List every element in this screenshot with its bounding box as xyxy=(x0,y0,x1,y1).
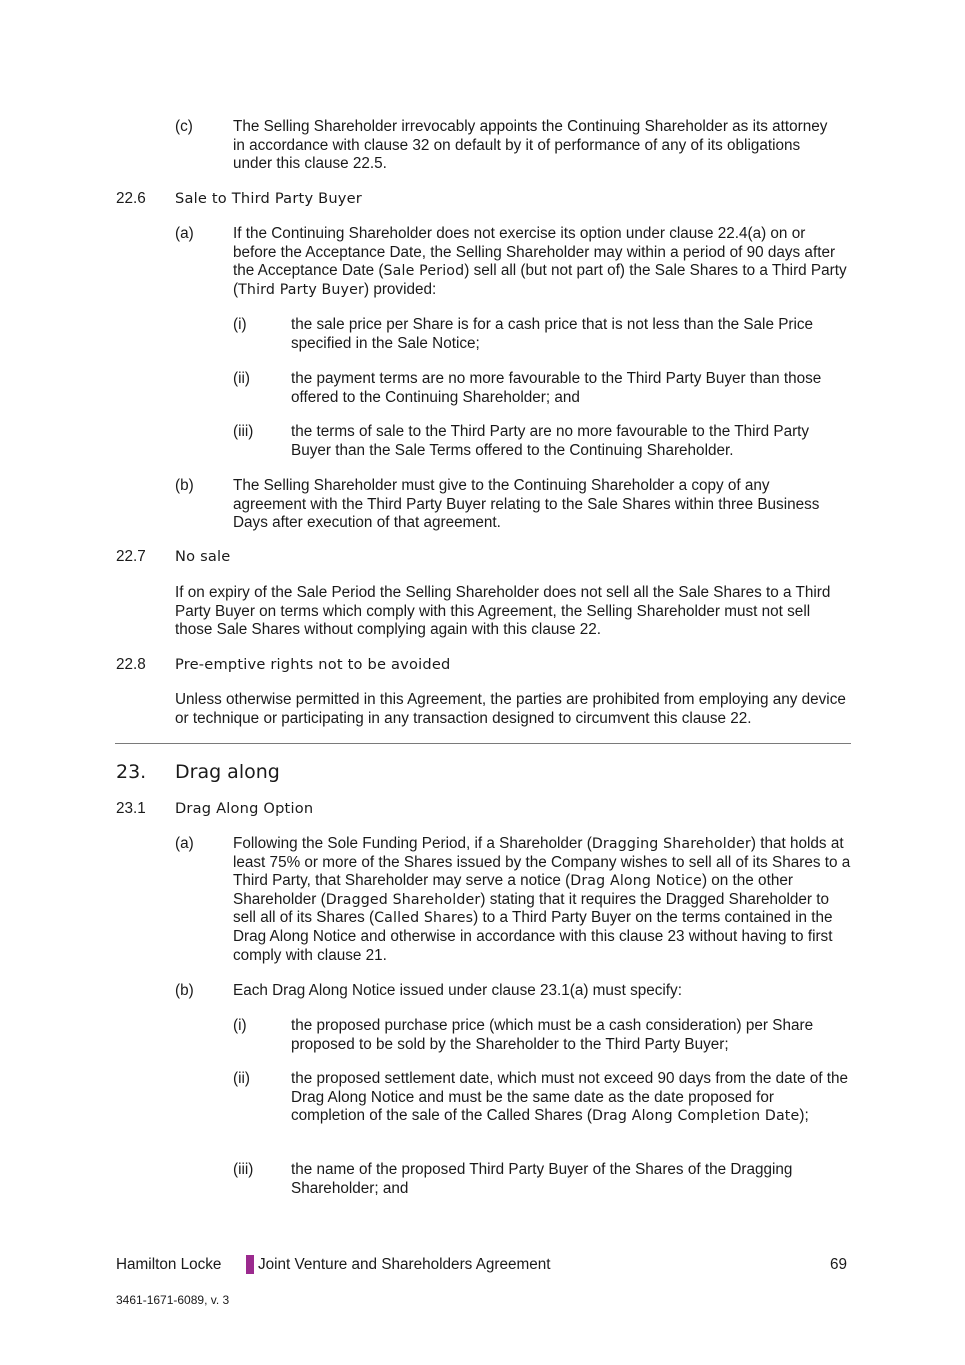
list-label: (b) xyxy=(175,982,194,999)
clause-number-22-6: 22.6 xyxy=(116,190,146,207)
defined-term: Sale Period xyxy=(383,263,465,280)
defined-term: Third Party Buyer xyxy=(238,281,364,298)
document-id: 3461-1671-6089, v. 3 xyxy=(116,1293,230,1307)
footer-document-title: Joint Venture and Shareholders Agreement xyxy=(258,1256,551,1273)
clause-number-22-7: 22.7 xyxy=(116,548,146,565)
list-label: (a) xyxy=(175,835,194,852)
paragraph-23-1-b-ii: the proposed settlement date, which must not exceed 90 days from the date of the Drag Along Notice and must be the same date as the date proposed for completion of the sale of the Called Shares (Drag Along Completion Date); xyxy=(291,1070,848,1125)
clause-heading-22-6: Sale to Third Party Buyer xyxy=(175,190,362,207)
paragraph-22-8: Unless otherwise permitted in this Agreement, the parties are prohibited from employing any device or technique or participating in any transaction designed to circumvent this clause 22. xyxy=(175,691,846,727)
paragraph-23-1-b: Each Drag Along Notice issued under clause 23.1(a) must specify: xyxy=(233,982,682,999)
list-label: (i) xyxy=(233,316,247,333)
clause-heading-22-8: Pre-emptive rights not to be avoided xyxy=(175,656,451,673)
defined-term: Drag Along Completion Date xyxy=(592,1108,800,1125)
list-label: (b) xyxy=(175,477,194,494)
list-label: (iii) xyxy=(233,423,254,440)
clause-heading-23-1: Drag Along Option xyxy=(175,800,314,817)
defined-term: Drag Along Notice xyxy=(570,873,702,890)
clause-heading-23: Drag along xyxy=(175,761,280,783)
list-label: (ii) xyxy=(233,1070,250,1087)
defined-term: Dragging Shareholder xyxy=(591,836,751,852)
paragraph-22-6-a-ii: the payment terms are no more favourable to the Third Party Buyer than those offered to the Continuing Shareholder; and xyxy=(291,370,822,406)
page-number: 69 xyxy=(830,1256,848,1273)
footer-firm-name: Hamilton Locke xyxy=(116,1256,222,1273)
paragraph-23-1-a: Following the Sole Funding Period, if a Shareholder (Dragging Shareholder) that holds at least 75% or more of the Shares issued by the Company wishes to sell all of its Shares to a Third Party, that Shareholder may serve a notice (Drag Along Notice) on the other Shareholder (Dragged Shareholder) stating that it requires the Dragged Shareholder to sell all of its Shares (Called Shares) to a Third Party Buyer on the terms contained in the Drag Along Notice and otherwise in accordance with this clause 23 without having to first comply with clause 21. xyxy=(233,835,851,964)
clause-number-23-1: 23.1 xyxy=(116,800,146,817)
footer-accent-bar xyxy=(246,1255,254,1274)
paragraph-22-6-a: If the Continuing Shareholder does not exercise its option under clause 22.4(a) on or before the Acceptance Date, the Selling Shareholder may within a period of 90 days after the Acceptance Date (Sale Period) sell all (but not part of) the Sale Shares to a Third Party (Third Party Buyer) provided: xyxy=(233,225,847,298)
list-label: (i) xyxy=(233,1017,247,1034)
clause-heading-22-7: No sale xyxy=(175,548,231,565)
paragraph-23-1-b-i: the proposed purchase price (which must be a cash consideration) per Share proposed to be sold by the Shareholder to the Third Party Buyer; xyxy=(291,1017,814,1053)
paragraph-22-7: If on expiry of the Sale Period the Selling Shareholder does not sell all the Sale Shares to a Third Party Buyer on terms which comply with this Agreement, the Selling Shareholder must not sell those Sale Shares without complying again with this clause 22. xyxy=(175,584,831,639)
clause-number-22-8: 22.8 xyxy=(116,656,146,673)
paragraph-22-6-a-iii: the terms of sale to the Third Party are no more favourable to the Third Party Buyer than the Sale Terms offered to the Continuing Shareholder. xyxy=(291,423,810,459)
paragraph-22-6-b: The Selling Shareholder must give to the Continuing Shareholder a copy of any agreement with the Third Party Buyer relating to the Sale Shares within three Business Days after execution of that agreement. xyxy=(233,477,820,532)
list-label: (a) xyxy=(175,225,194,242)
paragraph-22-6-a-i: the sale price per Share is for a cash price that is not less than the Sale Price specified in the Sale Notice; xyxy=(291,316,814,352)
defined-term: Called Shares xyxy=(374,910,474,927)
section-divider xyxy=(115,743,851,744)
list-label: (ii) xyxy=(233,370,250,387)
paragraph-22-5-c: The Selling Shareholder irrevocably appoints the Continuing Shareholder as its attorney in accordance with clause 32 on default by it of performance of any of its obligations under this clause 22.5. xyxy=(233,118,828,173)
defined-term: Dragged Shareholder xyxy=(325,891,481,908)
list-label: (c) xyxy=(175,118,193,135)
clause-number-23: 23. xyxy=(116,761,147,783)
paragraph-23-1-b-iii: the name of the proposed Third Party Buyer of the Shares of the Dragging Shareholder; and xyxy=(291,1161,793,1197)
list-label: (iii) xyxy=(233,1161,254,1178)
